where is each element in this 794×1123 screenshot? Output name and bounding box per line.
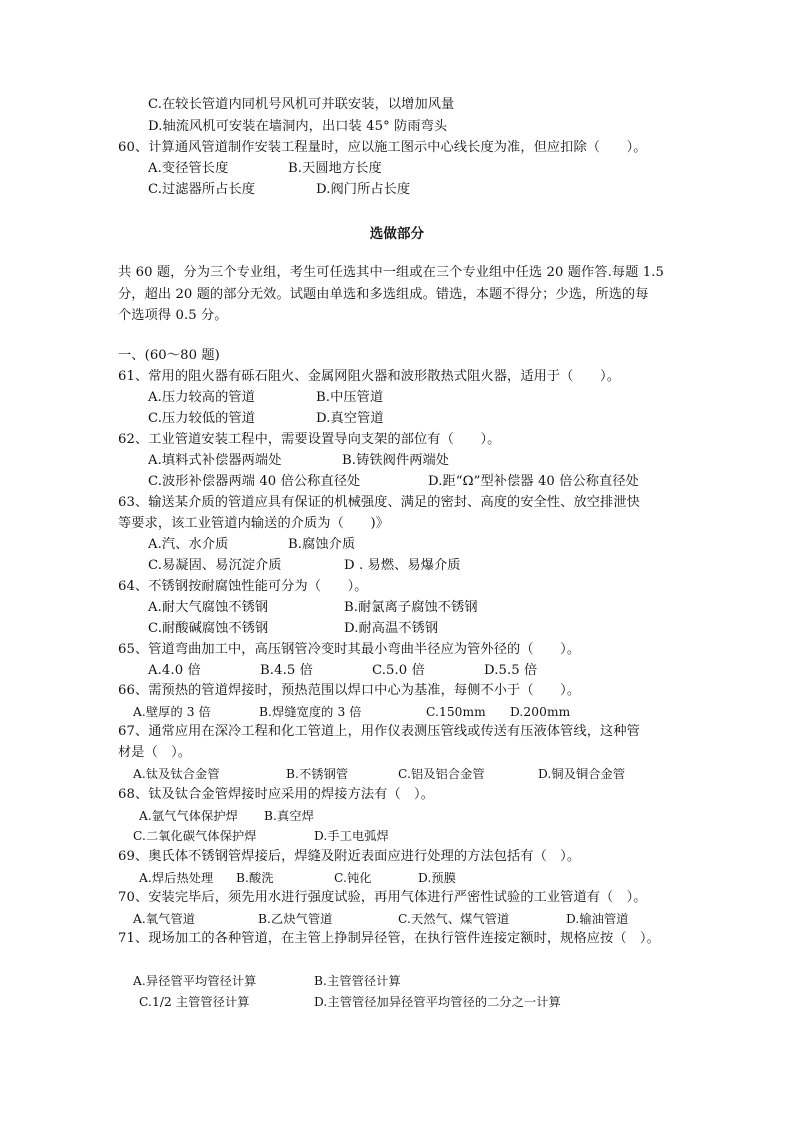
- q64-option-a: A.耐大气腐蚀不锈钢: [148, 600, 269, 615]
- section-title: 选做部分: [369, 226, 425, 242]
- q63-option-b: B.腐蚀介质: [288, 537, 356, 552]
- q70-option-b: B.乙炔气管道: [258, 912, 333, 926]
- q64-stem: 64、不锈钢按耐腐蚀性能可分为（ ）。: [118, 579, 368, 594]
- q63-option-d: D . 易燃、易爆介质: [344, 558, 461, 573]
- q60-stem: 60、计算通风管道制作安装工程量时，应以施工图示中心线长度为准，但应扣除（ ）。: [118, 140, 647, 155]
- q65-option-a: A.4.0 倍: [148, 663, 201, 678]
- q71-option-d: D.主管管径加异径管平均管径的二分之一计算: [314, 995, 561, 1009]
- q68-option-c: C.二氧化碳气体保护焊: [133, 829, 257, 843]
- q65-stem: 65、管道弯曲加工中，高压钢管冷变时其最小弯曲半径应为管外径的（ ）。: [118, 642, 581, 657]
- q70-option-a: A.氧气管道: [133, 912, 196, 926]
- q69-option-b: B.酸洗: [236, 871, 274, 885]
- q62-option-a: A.填料式补偿器两端处: [148, 453, 282, 468]
- q59-option-d: D.轴流风机可安装在墙洞内，出口装 45° 防雨弯头: [148, 119, 448, 134]
- intro-line-1: 共 60 题，分为三个专业组，考生可任选其中一组或在三个专业组中任选 20 题作答.每题 1.5: [118, 265, 665, 280]
- q69-option-d: D.预膜: [418, 871, 456, 885]
- q60-option-c: C.过滤器所占长度: [148, 182, 256, 197]
- q66-option-b: B.焊缝宽度的 3 倍: [259, 705, 362, 719]
- q59-option-c: C.在较长管道内同机号风机可并联安装，以增加风量: [148, 97, 455, 112]
- q62-option-d: D.距“Ω”型补偿器 40 倍公称直径处: [428, 474, 639, 489]
- q62-stem: 62、工业管道安装工程中，需要设置导向支架的部位有（ ）。: [118, 432, 501, 447]
- q71-option-b: B.主管管径计算: [314, 974, 401, 988]
- q60-option-b: B.天圆地方长度: [288, 161, 382, 176]
- q63-option-c: C.易凝固、易沉淀介质: [148, 558, 282, 573]
- q61-stem: 61、常用的阻火器有砾石阻火、金属网阻火器和波形散热式阻火器，适用于（ ）。: [118, 369, 621, 384]
- intro-line-2: 分，超出 20 题的部分无效。试题由单选和多选组成。错选，本题不得分；少选，所选的每: [118, 287, 649, 302]
- q71-option-a: A.异径管平均管径计算: [133, 974, 257, 988]
- q62-option-b: B.铸铁阀件两端处: [342, 453, 450, 468]
- q70-option-c: C.天然气、煤气管道: [398, 912, 510, 926]
- q64-option-d: D.耐高温不锈钢: [344, 621, 439, 636]
- q64-option-b: B.耐氯离子腐蚀不锈钢: [344, 600, 478, 615]
- q64-option-c: C.耐酸碱腐蚀不锈钢: [148, 621, 269, 636]
- q62-option-c: C.波形补偿器两端 40 倍公称直径处: [148, 474, 361, 489]
- q68-option-d: D.手工电弧焊: [314, 829, 389, 843]
- q69-option-a: A.焊后热处理: [139, 871, 214, 885]
- q66-option-d: D.200mm: [510, 705, 571, 719]
- q66-stem: 66、需预热的管道焊接时，预热范围以焊口中心为基准，每侧不小于（ ）。: [118, 683, 581, 698]
- q71-option-c: C.1/2 主管管径计算: [139, 995, 250, 1009]
- q70-stem: 70、安装完毕后，须先用水进行强度试验，再用气体进行严密性试验的工业管道有（ ）。: [118, 890, 647, 905]
- q67-option-c: C.铝及铝合金管: [398, 767, 485, 781]
- q60-option-d: D.阀门所占长度: [316, 182, 411, 197]
- q67-option-a: A.钛及钛合金管: [133, 767, 220, 781]
- q63-option-a: A.汽、水介质: [148, 537, 229, 552]
- q68-option-b: B.真空焊: [264, 809, 314, 823]
- q67-stem-line-1: 67、通常应用在深冷工程和化工管道上，用作仪表测压管线或传送有压液体管线，这种管: [118, 724, 640, 739]
- q66-option-c: C.150mm: [426, 705, 486, 719]
- q61-option-b: B.中压管道: [316, 390, 384, 405]
- q61-option-d: D.真空管道: [316, 411, 384, 426]
- q61-option-a: A.压力较高的管道: [148, 390, 255, 405]
- q61-option-c: C.压力较低的管道: [148, 411, 256, 426]
- q69-option-c: C.钝化: [334, 871, 372, 885]
- intro-line-3: 个选项得 0.5 分。: [118, 308, 228, 323]
- group-heading: 一、(60～80 题): [118, 348, 220, 363]
- q67-option-d: D.铜及铜合金管: [538, 767, 626, 781]
- q71-stem: 71、现场加工的各种管道，在主管上挣制异径管，在执行管件连接定额时，规格应按（ ）。: [118, 931, 660, 946]
- q63-stem-line-2: 等要求，该工业管道内输送的介质为（ )》: [118, 516, 389, 531]
- q67-stem-line-2: 材是（ ）。: [118, 745, 192, 760]
- q66-option-a: A.壁厚的 3 倍: [133, 705, 211, 719]
- q67-option-b: B.不锈钢管: [286, 767, 349, 781]
- q60-option-a: A.变径管长度: [148, 161, 229, 176]
- q68-stem: 68、钛及钛合金管焊接时应采用的焊接方法有（ ）。: [118, 787, 434, 802]
- q68-option-a: A.氩气气体保护焊: [139, 809, 238, 823]
- q65-option-d: D.5.5 倍: [484, 663, 538, 678]
- q65-option-c: C.5.0 倍: [372, 663, 425, 678]
- q69-stem: 69、奥氏体不锈钢管焊接后，焊缝及附近表面应进行处理的方法包括有（ ）。: [118, 849, 581, 864]
- q63-stem-line-1: 63、输送某介质的管道应具有保证的机械强度、满足的密封、高度的安全性、放空排泄快: [118, 495, 640, 510]
- q65-option-b: B.4.5 倍: [260, 663, 313, 678]
- q70-option-d: D.输油管道: [566, 912, 629, 926]
